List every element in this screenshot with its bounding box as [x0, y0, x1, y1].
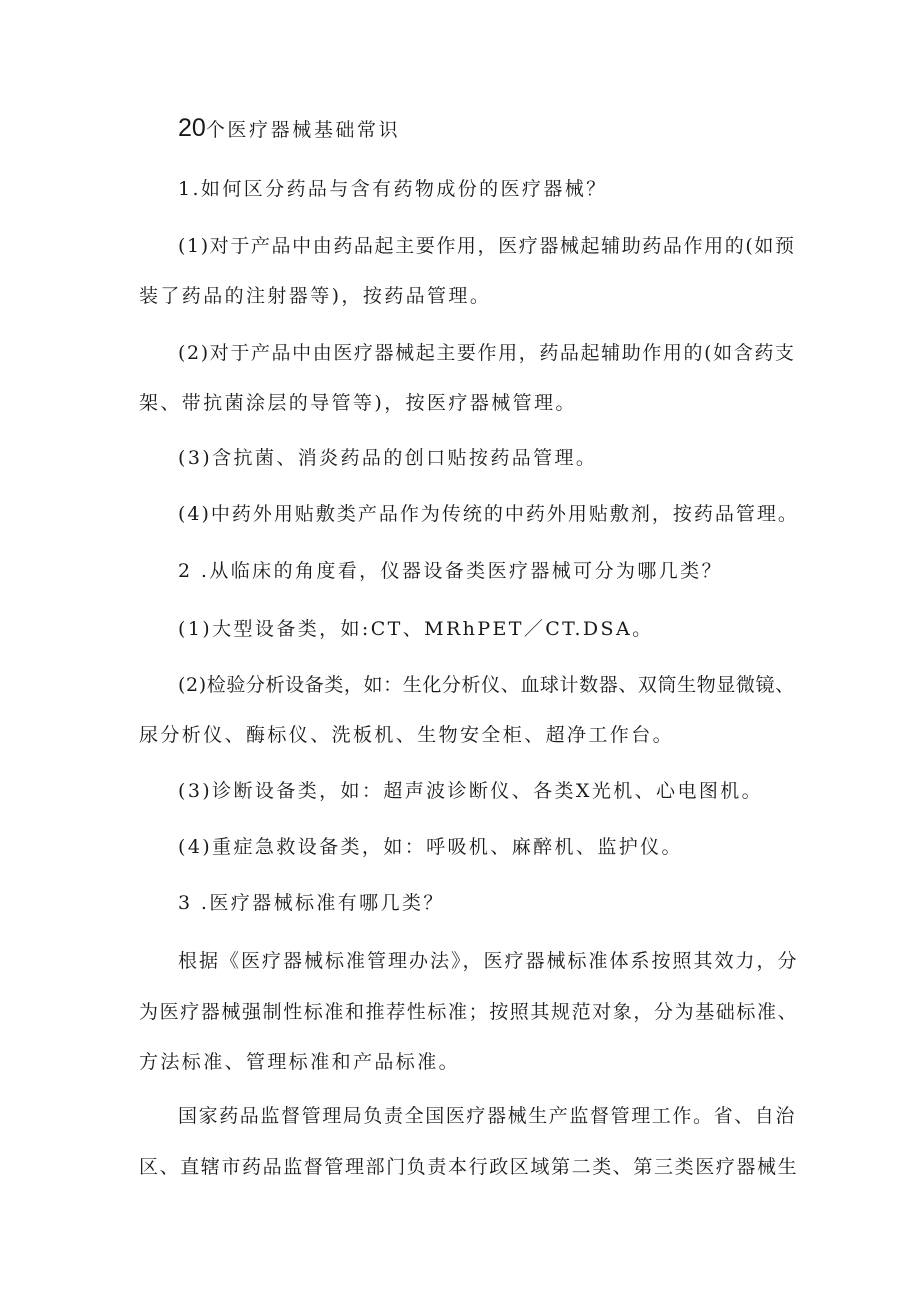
paragraph-line: 根据《医疗器械标准管理办法》，医疗器械标准体系按照其效力，分	[178, 950, 799, 972]
question-3: 3 .医疗器械标准有哪几类？	[178, 892, 445, 914]
paragraph-line: (4)重症急救设备类，如：呼吸机、麻醉机、监护仪。	[178, 836, 683, 858]
question-1: 1.如何区分药品与含有药物成份的医疗器械？	[178, 178, 608, 200]
paragraph-line: (3)含抗菌、消炎药品的创口贴按药品管理。	[178, 447, 598, 469]
title-number: 20	[178, 114, 206, 142]
paragraph-line: 尿分析仪、酶标仪、洗板机、生物安全柜、超净工作台。	[139, 724, 675, 746]
paragraph-line: 为医疗器械强制性标准和推荐性标准；按照其规范对象，分为基础标准、	[139, 1001, 799, 1023]
paragraph-line: (2)对于产品中由医疗器械起主要作用，药品起辅助作用的(如含药支	[178, 342, 796, 364]
question-2: 2 .从临床的角度看，仪器设备类医疗器械可分为哪几类？	[178, 560, 723, 582]
paragraph-line: 区、直辖市药品监督管理部门负责本行政区域第二类、第三类医疗器械生	[139, 1156, 799, 1178]
paragraph-line: (2)检验分析设备类，如：生化分析仪、血球计数器、双筒生物显微镜、	[178, 674, 795, 696]
paragraph-line: (3)诊断设备类，如：超声波诊断仪、各类X光机、心电图机。	[178, 780, 764, 802]
paragraph-line: 装了药品的注射器等)，按药品管理。	[139, 285, 492, 307]
document-title	[178, 116, 400, 142]
title-text: 个医疗器械基础常识	[205, 119, 401, 141]
paragraph-line: (1)对于产品中由药品起主要作用，医疗器械起辅助药品作用的(如预	[178, 235, 796, 257]
paragraph-line: 方法标准、管理标准和产品标准。	[139, 1051, 461, 1073]
paragraph-line: (4)中药外用贴敷类产品作为传统的中药外用贴敷剂，按药品管理。	[178, 503, 799, 525]
paragraph-line: 国家药品监督管理局负责全国医疗器械生产监督管理工作。省、自治	[178, 1105, 797, 1127]
paragraph-line: (1)大型设备类，如:CT、MRhPET／CT.DSA。	[178, 618, 654, 640]
paragraph-line: 架、带抗菌涂层的导管等)，按医疗器械管理。	[139, 392, 577, 414]
